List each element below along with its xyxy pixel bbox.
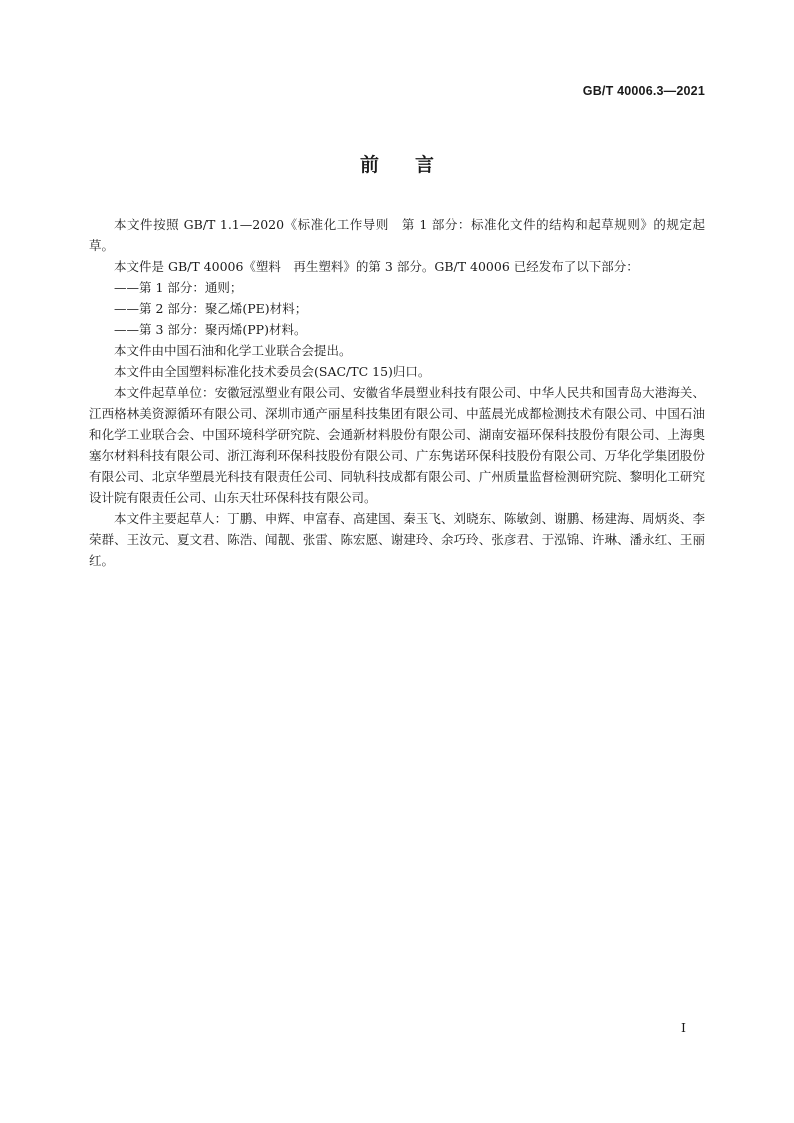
page-number: I (681, 1020, 686, 1035)
paragraph-drafting-rules: 本文件按照 GB/T 1.1—2020《标准化工作导则 第 1 部分：标准化文件的结构和起草规则》的规定起草。 (89, 217, 705, 253)
list-item: ——第 2 部分：聚乙烯(PE)材料； (114, 301, 308, 316)
list-item: ——第 1 部分：通则； (114, 280, 243, 295)
paragraph-drafting-units: 本文件起草单位：安徽冠泓塑业有限公司、安徽省华晨塑业科技有限公司、中华人民共和国青岛大港海关、江西格林美资源循环有限公司、深圳市通产丽星科技集团有限公司、中蓝晨光成都检测技术有限公司、中国石油和化学工业联合会、中国环境科学研究院、会通新材料股份有限公司、湖南安福环保科技股份有限公司、上海奥塞尔材料科技有限公司、浙江海利环保科技股份有限公司、广东隽诺环保科技股份有限公司、万华化学集团股份有限公司、北京华塑晨光科技有限责任公司、同轨科技成都有限公司、广州质量监督检测研究院、黎明化工研究设计院有限责任公司、山东天壮环保科技有限公司。 (89, 385, 705, 505)
paragraph-under-jurisdiction: 本文件由全国塑料标准化技术委员会(SAC/TC 15)归口。 (114, 364, 431, 379)
list-item: ——第 3 部分：聚丙烯(PP)材料。 (114, 322, 307, 337)
page-title: 前言 (359, 154, 470, 176)
paragraph-drafters: 本文件主要起草人：丁鹏、申辉、申富春、高建国、秦玉飞、刘晓东、陈敏剑、谢鹏、杨建海、周炳炎、李荣群、王汝元、夏文君、陈浩、闻靓、张雷、陈宏愿、谢建玲、余巧玲、张彦君、于泓锦、许琳、潘永红、王丽红。 (89, 511, 705, 568)
foreword-body (89, 214, 705, 571)
paragraph-proposed-by: 本文件由中国石油和化学工业联合会提出。 (114, 343, 352, 358)
paragraph-series-part: 本文件是 GB/T 40006《塑料 再生塑料》的第 3 部分。GB/T 40006 已经发布了以下部分： (114, 259, 639, 274)
document-code: GB/T 40006.3—2021 (582, 84, 705, 98)
